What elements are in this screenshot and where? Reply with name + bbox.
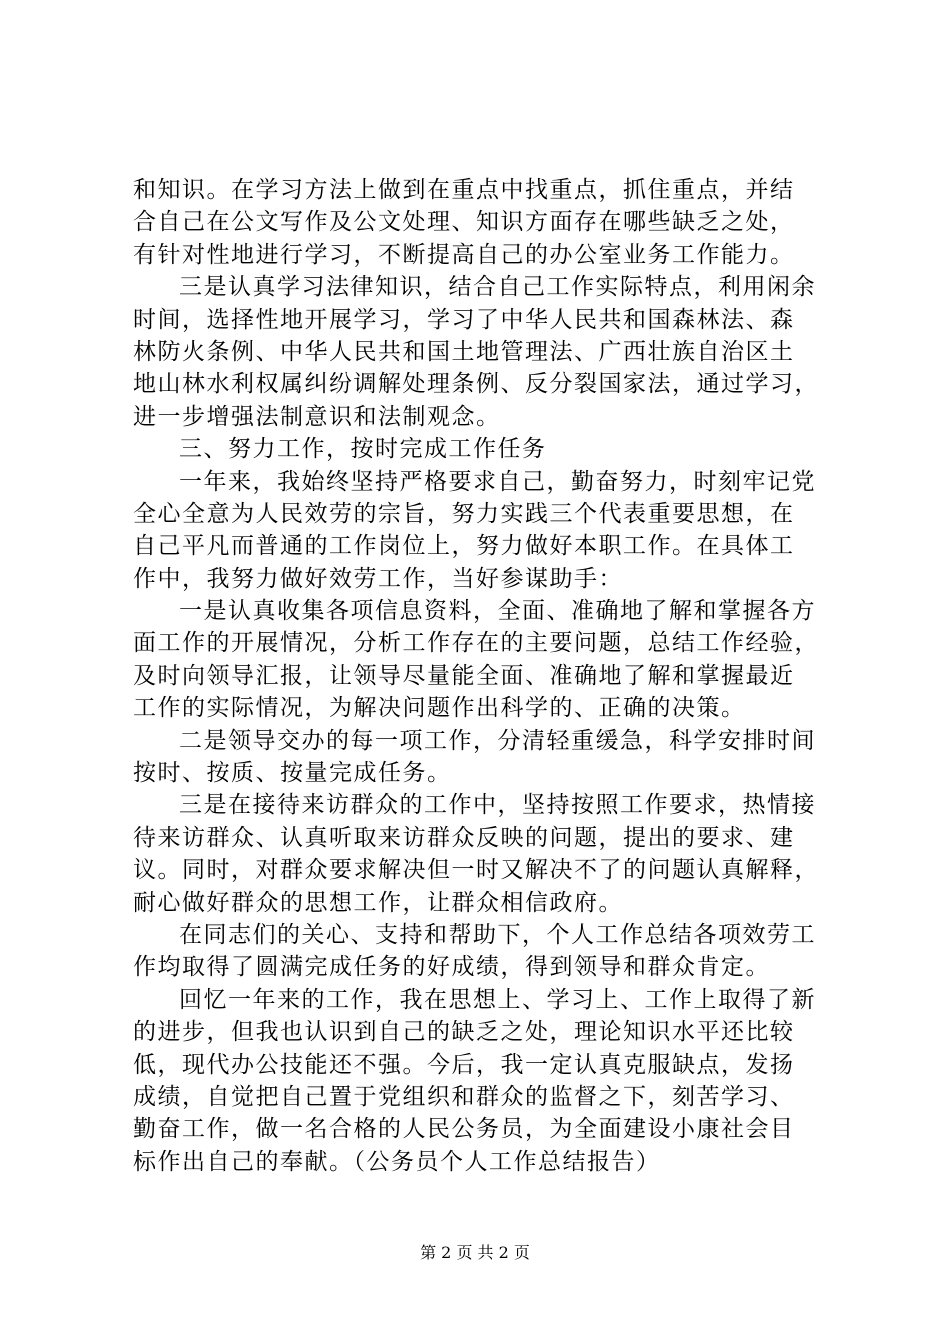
text-line: 和知识。在学习方法上做到在重点中找重点，抓住重点，并结 xyxy=(133,177,795,203)
text-line: 的进步，但我也认识到自己的缺乏之处，理论知识水平还比较 xyxy=(133,1019,795,1046)
text-line: 待来访群众、认真听取来访群众反映的问题，提出的要求、建 xyxy=(133,824,795,851)
text-line: 按时、按质、按量完成任务。 xyxy=(133,760,452,787)
text-line: 一年来，我始终坚持严格要求自己，勤奋努力，时刻牢记党 xyxy=(179,468,816,495)
page-number-footer: 第 2 页 共 2 页 xyxy=(420,1243,530,1262)
text-line: 工作的实际情况，为解决问题作出科学的、正确的决策。 xyxy=(133,695,746,722)
text-line: 勤奋工作，做一名合格的人民公务员，为全面建设小康社会目 xyxy=(133,1116,795,1143)
text-line: 地山林水利权属纠纷调解处理条例、反分裂国家法，通过学习， xyxy=(133,371,819,398)
text-line: 低，现代办公技能还不强。今后，我一定认真克服缺点，发扬 xyxy=(133,1051,795,1078)
text-line: 自己平凡而普通的工作岗位上，努力做好本职工作。在具体工 xyxy=(133,533,795,560)
text-line: 一是认真收集各项信息资料，全面、准确地了解和掌握各方 xyxy=(179,598,816,625)
text-line: 三是在接待来访群众的工作中，坚持按照工作要求，热情接 xyxy=(179,792,816,819)
text-line: 合自己在公文写作及公文处理、知识方面存在哪些缺乏之处， xyxy=(133,209,795,236)
document-body xyxy=(133,174,833,1178)
text-line: 议。同时，对群众要求解决但一时又解决不了的问题认真解释， xyxy=(133,857,819,884)
text-line: 二是领导交办的每一项工作，分清轻重缓急，科学安排时间 xyxy=(179,727,816,754)
text-line: 全心全意为人民效劳的宗旨，努力实践三个代表重要思想，在 xyxy=(133,500,795,527)
text-line: 在同志们的关心、支持和帮助下，个人工作总结各项效劳工 xyxy=(179,921,816,948)
text-line: 及时向领导汇报，让领导尽量能全面、准确地了解和掌握最近 xyxy=(133,662,795,689)
text-line: 进一步增强法制意识和法制观念。 xyxy=(133,403,501,430)
text-line: 回忆一年来的工作，我在思想上、学习上、工作上取得了新 xyxy=(179,986,816,1013)
text-line: 作均取得了圆满完成任务的好成绩，得到领导和群众肯定。 xyxy=(133,954,770,981)
text-line: 作中，我努力做好效劳工作，当好参谋助手： xyxy=(133,565,623,592)
text-line: 时间，选择性地开展学习，学习了中华人民共和国森林法、森 xyxy=(133,306,795,333)
text-line: 成绩，自觉把自己置于党组织和群众的监督之下，刻苦学习、 xyxy=(133,1083,795,1110)
text-line: 标作出自己的奉献。（公务员个人工作总结报告） xyxy=(133,1148,661,1175)
text-line: 面工作的开展情况，分析工作存在的主要问题，总结工作经验， xyxy=(133,630,819,657)
text-line: 耐心做好群众的思想工作，让群众相信政府。 xyxy=(133,889,623,916)
text-line: 林防火条例、中华人民共和国土地管理法、广西壮族自治区土 xyxy=(133,338,795,365)
text-line: 三是认真学习法律知识，结合自己工作实际特点，利用闲余 xyxy=(179,274,816,301)
text-line: 有针对性地进行学习，不断提高自己的办公室业务工作能力。 xyxy=(133,241,795,268)
text-line: 三、努力工作，按时完成工作任务 xyxy=(179,436,547,463)
